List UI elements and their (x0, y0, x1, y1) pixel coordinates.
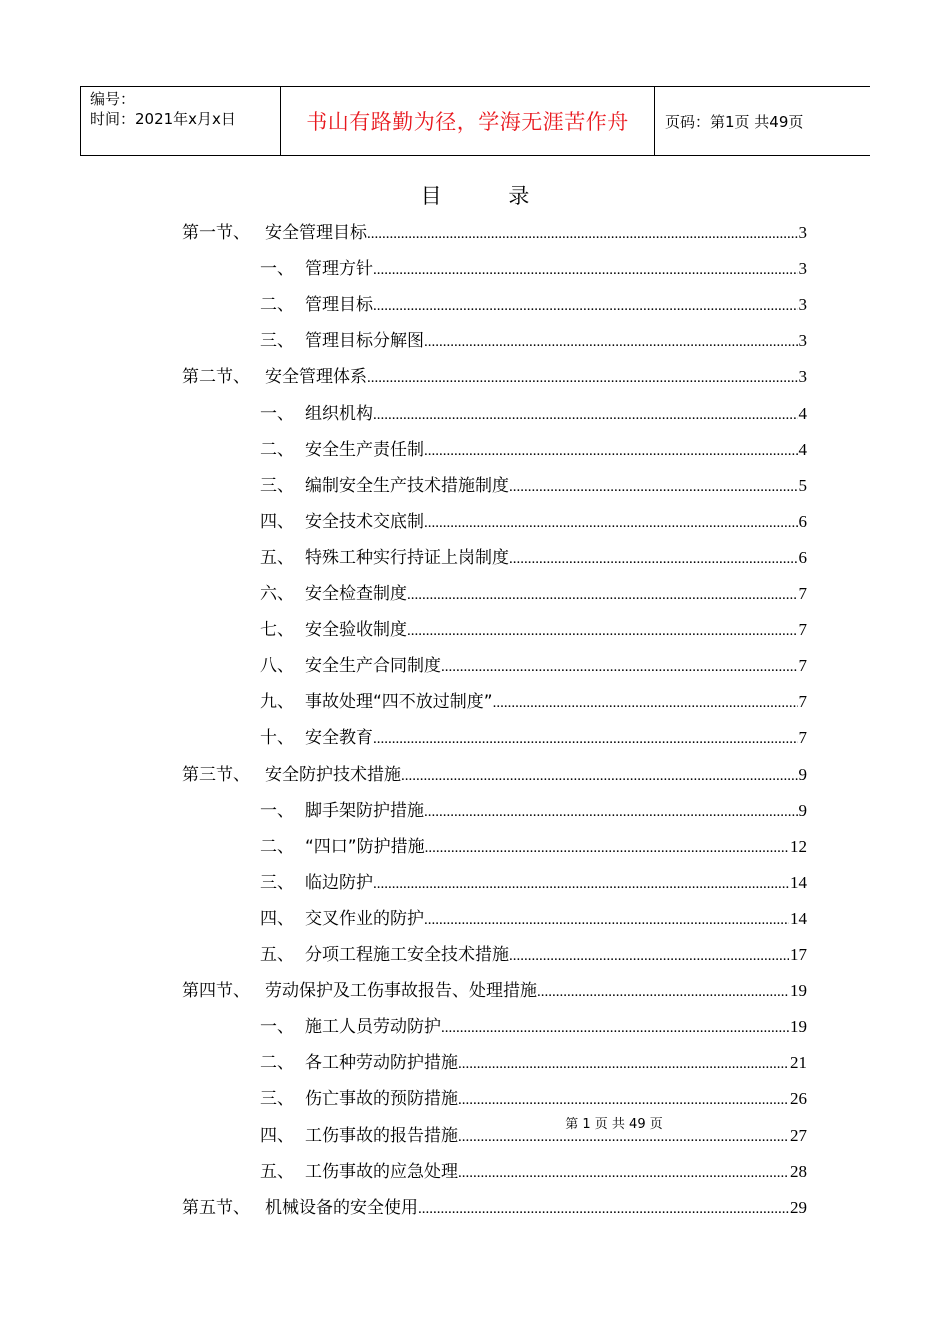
toc-entry-title: 脚手架防护措施 (305, 800, 424, 821)
toc-entry-number: 一、 (260, 1017, 294, 1038)
toc-entry-page: 6 (798, 547, 807, 567)
toc-entry-page: 3 (798, 223, 807, 242)
toc-entry-title: “四口”防护措施 (305, 836, 425, 857)
toc-entry-number: 第三节、 (182, 764, 250, 785)
header-slogan: 书山有路勤为径，学海无涯苦作舟 (281, 87, 655, 155)
toc-subsection-entry[interactable] (260, 723, 807, 753)
toc-entry-page: 3 (798, 295, 807, 315)
toc-leader-dots (407, 587, 798, 604)
toc-entry-number: 七、 (260, 620, 294, 641)
toc-entry-page: 29 (790, 1197, 807, 1217)
time-label: 时间：2021年x月x日 (90, 110, 236, 128)
toc-entry-page: 3 (798, 259, 807, 279)
toc-subsection-entry[interactable] (260, 1157, 807, 1187)
toc-subsection-entry[interactable] (260, 796, 807, 826)
toc-entry-title: 各工种劳动防护措施 (305, 1053, 458, 1074)
toc-leader-dots (458, 1056, 789, 1073)
toc-entry-page: 19 (790, 1017, 807, 1037)
toc-entry-number: 一、 (260, 403, 294, 424)
toc-leader-dots (509, 479, 798, 496)
toc-entry-number: 四、 (260, 908, 294, 929)
toc-entry-number: 第四节、 (182, 981, 250, 1002)
toc-leader-dots (373, 298, 798, 315)
toc-entry-number: 第五节、 (182, 1197, 250, 1218)
document-header (80, 86, 870, 156)
toc-entry-title: 安全生产合同制度 (305, 656, 441, 677)
toc-leader-dots (373, 731, 798, 748)
toc-entry-title: 安全教育 (305, 728, 373, 749)
toc-entry-page: 9 (798, 764, 807, 784)
toc-entry-number: 一、 (260, 800, 294, 821)
toc-entry-number: 三、 (260, 1089, 294, 1110)
toc-entry-page: 9 (798, 800, 807, 820)
toc-entry-title: 机械设备的安全使用 (265, 1197, 418, 1218)
toc-subsection-entry[interactable] (260, 940, 807, 970)
toc-entry-page: 7 (798, 692, 807, 712)
toc-leader-dots (441, 659, 798, 676)
toc-entry-title: 伤亡事故的预防措施 (305, 1089, 458, 1110)
toc-entry-title: 编制安全生产技术措施制度 (305, 475, 509, 496)
header-page-label: 页码：第1页 共49页 (665, 112, 804, 131)
toc-leader-dots (537, 984, 789, 1001)
toc-subsection-entry[interactable] (260, 1084, 807, 1114)
toc-entry-page: 7 (798, 656, 807, 676)
toc-entry-page: 4 (798, 403, 807, 423)
toc-subsection-entry[interactable] (260, 868, 807, 898)
header-meta-cell (80, 87, 281, 155)
toc-subsection-entry[interactable] (260, 254, 807, 284)
toc-entry-title: 临边防护 (305, 872, 373, 893)
toc-entry-page: 5 (798, 475, 807, 495)
toc-subsection-entry[interactable] (260, 543, 807, 573)
toc-entry-page: 4 (798, 439, 807, 459)
toc-entry-number: 一、 (260, 259, 294, 280)
toc-leader-dots (373, 262, 798, 279)
serial-number-label: 编号： (90, 90, 136, 108)
toc-entry-number: 第二节、 (182, 367, 250, 388)
toc-entry-title: 工伤事故的报告措施 (305, 1125, 458, 1146)
toc-leader-dots (401, 768, 798, 785)
toc-entry-title: 安全防护技术措施 (265, 764, 401, 785)
toc-entry-title: 安全生产责任制 (305, 439, 424, 460)
toc-subsection-entry[interactable] (260, 507, 807, 537)
toc-leader-dots (509, 948, 789, 965)
toc-leader-dots (367, 226, 798, 243)
toc-section-entry[interactable] (182, 760, 807, 790)
toc-entry-page: 27 (790, 1125, 807, 1145)
toc-entry-number: 四、 (260, 511, 294, 532)
toc-entry-title: 安全技术交底制 (305, 511, 424, 532)
toc-entry-page: 6 (798, 511, 807, 531)
toc-subsection-entry[interactable] (260, 651, 807, 681)
toc-section-entry[interactable] (182, 218, 807, 248)
toc-leader-dots (458, 1165, 789, 1182)
toc-entry-number: 四、 (260, 1125, 294, 1146)
toc-entry-title: 劳动保护及工伤事故报告、处理措施 (265, 981, 537, 1002)
toc-leader-dots (373, 876, 789, 893)
toc-entry-number: 九、 (260, 692, 294, 713)
toc-subsection-entry[interactable] (260, 1048, 807, 1078)
toc-entry-page: 14 (790, 908, 807, 928)
toc-entry-title: 交叉作业的防护 (305, 908, 424, 929)
toc-subsection-entry[interactable] (260, 615, 807, 645)
toc-entry-number: 五、 (260, 547, 294, 568)
toc-entry-page: 3 (798, 331, 807, 351)
toc-entry-page: 14 (790, 872, 807, 892)
toc-leader-dots (425, 840, 789, 857)
toc-leader-dots (493, 695, 798, 712)
toc-leader-dots (418, 1201, 789, 1218)
toc-leader-dots (424, 443, 798, 460)
toc-entry-number: 二、 (260, 1053, 294, 1074)
toc-entry-page: 12 (790, 836, 807, 856)
toc-entry-number: 八、 (260, 656, 294, 677)
toc-entry-number: 二、 (260, 836, 294, 857)
toc-subsection-entry[interactable] (260, 687, 807, 717)
toc-entry-title: 组织机构 (305, 403, 373, 424)
toc-entry-number: 第一节、 (182, 223, 250, 243)
toc-entry-number: 五、 (260, 945, 294, 965)
toc-leader-dots (441, 1020, 789, 1037)
toc-entry-number: 三、 (260, 475, 294, 496)
toc-subsection-entry[interactable] (260, 904, 807, 934)
toc-entry-page: 17 (790, 945, 807, 964)
toc-entry-title: 安全管理体系 (265, 367, 367, 388)
toc-entry-page: 3 (798, 367, 807, 387)
toc-entry-title: 施工人员劳动防护 (305, 1017, 441, 1038)
footer-page-number: 第 1 页 共 49 页 (565, 1117, 663, 1132)
toc-entry-title: 管理目标 (305, 295, 373, 316)
toc-subsection-entry[interactable] (260, 399, 807, 429)
toc-subsection-entry[interactable] (260, 326, 807, 356)
toc-leader-dots (424, 515, 798, 532)
toc-entry-number: 二、 (260, 295, 294, 316)
toc-section-entry[interactable] (182, 362, 807, 392)
toc-subsection-entry[interactable] (260, 579, 807, 609)
toc-entry-title: 特殊工种实行持证上岗制度 (305, 547, 509, 568)
toc-entry-page: 28 (790, 1161, 807, 1181)
toc-subsection-entry[interactable] (260, 1012, 807, 1042)
toc-entry-title: 工伤事故的应急处理 (305, 1161, 458, 1182)
toc-entry-page: 7 (798, 620, 807, 640)
toc-leader-dots (424, 804, 798, 821)
toc-entry-title: 安全管理目标 (265, 223, 367, 243)
toc-entry-number: 二、 (260, 439, 294, 460)
toc-subsection-entry[interactable] (260, 290, 807, 320)
toc-entry-number: 十、 (260, 728, 294, 749)
toc-leader-dots (407, 623, 798, 640)
toc-entry-page: 7 (798, 584, 807, 603)
toc-entry-title: 安全检查制度 (305, 584, 407, 604)
toc-entry-title: 安全验收制度 (305, 620, 407, 641)
toc-entry-number: 六、 (260, 584, 294, 604)
toc-entry-page: 21 (790, 1053, 807, 1073)
toc-entry-title: 分项工程施工安全技术措施 (305, 945, 509, 965)
toc-leader-dots (424, 334, 798, 351)
toc-leader-dots (509, 551, 798, 568)
toc-entry-page: 26 (790, 1089, 807, 1109)
toc-subsection-entry[interactable] (260, 471, 807, 501)
toc-section-entry[interactable] (182, 976, 807, 1006)
toc-entry-number: 五、 (260, 1161, 294, 1182)
toc-entry-title: 事故处理“四不放过制度” (305, 692, 493, 713)
toc-entry-title: 管理目标分解图 (305, 331, 424, 352)
toc-leader-dots (424, 912, 789, 929)
toc-entry-number: 三、 (260, 331, 294, 352)
toc-entry-page: 7 (798, 728, 807, 748)
toc-entry-number: 三、 (260, 872, 294, 893)
toc-entry-page: 19 (790, 981, 807, 1001)
toc-section-entry[interactable] (182, 1193, 807, 1223)
toc-title: 目 录 (420, 184, 560, 208)
toc-subsection-entry[interactable] (260, 832, 807, 862)
toc-leader-dots (373, 407, 798, 424)
toc-leader-dots (367, 370, 798, 387)
toc-subsection-entry[interactable] (260, 435, 807, 465)
toc-leader-dots (458, 1092, 789, 1109)
toc-entry-title: 管理方针 (305, 259, 373, 280)
